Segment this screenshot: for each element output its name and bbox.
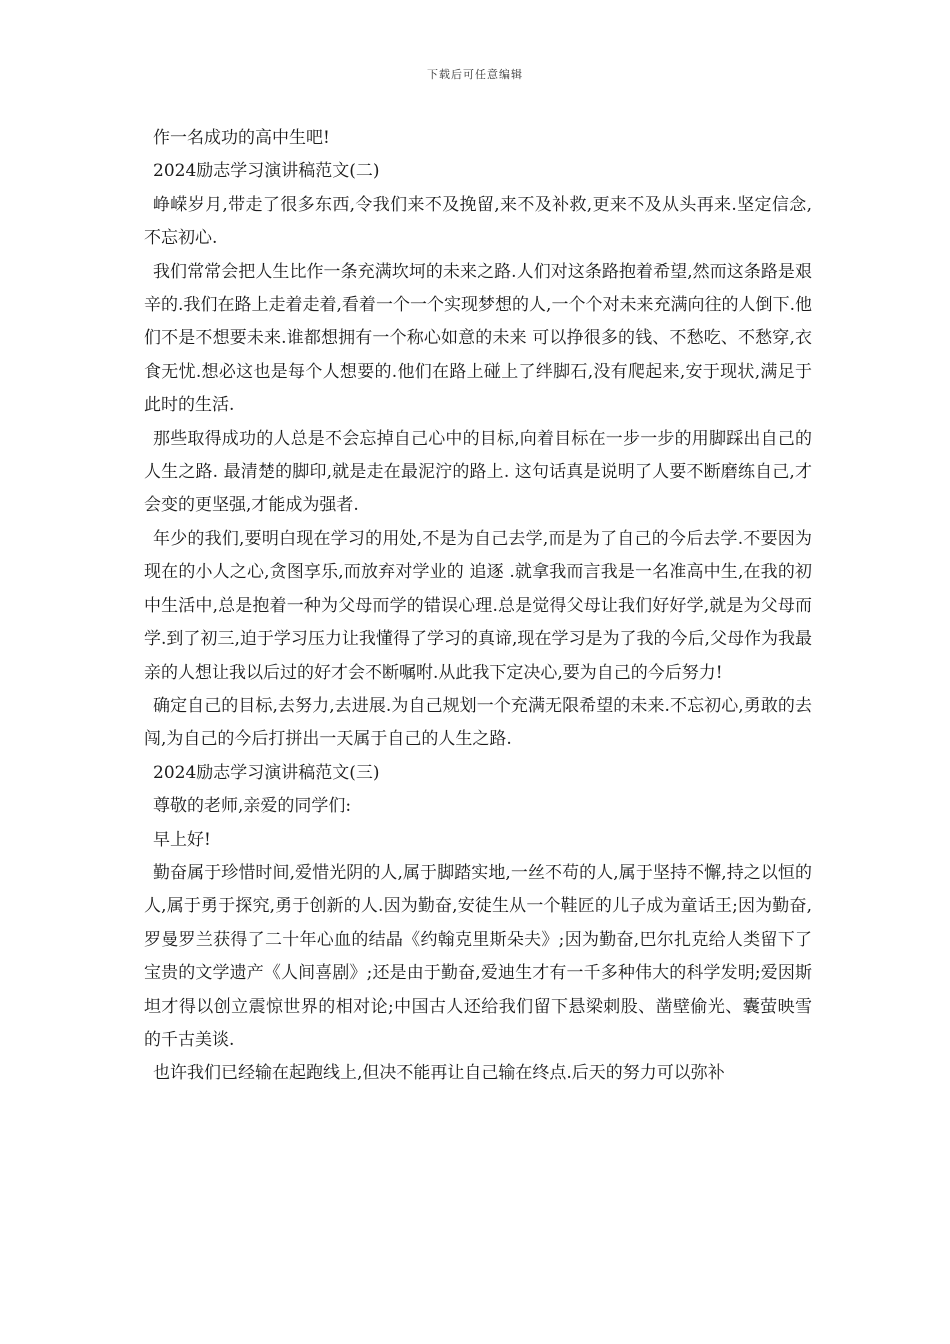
paragraph: 峥嵘岁月,带走了很多东西,令我们来不及挽留,来不及补救,更来不及从头再来.坚定信念,不忘初心. [144,194,812,249]
header-note: 下载后可任意编辑 [427,68,523,81]
paragraph: 我们常常会把人生比作一条充满坎坷的未来之路.人们对这条路抱着希望,然而这条路是艰辛的.我们在路上走着走着,看着一个一个实现梦想的人,一个个对未来充满向往的人倒下.他们不是不想要未来.谁都想拥有一个称心如意的未来 可以挣很多的钱、不愁吃、不愁穿,衣食无忧.想必这也是每个人想要的.他们在路上碰上了绊脚石,没有爬起来,安于现状,满足于此时的生活. [144,261,812,416]
greeting: 尊敬的老师,亲爱的同学们: [153,796,352,817]
paragraph: 那些取得成功的人总是不会忘掉自己心中的目标,向着目标在一步一步的用脚踩出自己的人生之路. 最清楚的脚印,就是走在最泥泞的路上. 这句话真是说明了人要不断磨练自己,才会变的更坚强,才能成为强者. [144,428,812,516]
paragraph: 年少的我们,要明白现在学习的用处,不是为自己去学,而是为了自己的今后去学.不要因为现在的小人之心,贪图享乐,而放弃对学业的 追逐 .就拿我而言我是一名准高中生,在我的初中生活中,总是抱着一种为父母而学的错误心理.总是觉得父母让我们好好学,就是为父母而学.到了初三,迫于学习压力让我懂得了学习的真谛,现在学习是为了我的今后,父母作为我最亲的人想让我以后过的好才会不断嘱咐.从此我下定决心,要为自己的今后努力! [144,528,812,683]
section-heading: 2024励志学习演讲稿范文(三) [153,762,380,783]
paragraph: 确定自己的目标,去努力,去进展.为自己规划一个充满无限希望的未来.不忘初心,勇敢的去闯,为自己的今后打拼出一天属于自己的人生之路. [144,695,812,750]
document-body [144,122,812,1091]
section-heading: 2024励志学习演讲稿范文(二) [153,161,380,182]
paragraph: 也许我们已经输在起跑线上,但决不能再让自己输在终点.后天的努力可以弥补 [153,1063,725,1084]
paragraph: 勤奋属于珍惜时间,爱惜光阴的人,属于脚踏实地,一丝不苟的人,属于坚持不懈,持之以恒的人,属于勇于探究,勇于创新的人.因为勤奋,安徒生从一个鞋匠的儿子成为童话王;因为勤奋,罗曼罗兰获得了二十年心血的结晶《约翰克里斯朵夫》;因为勤奋,巴尔扎克给人类留下了宝贵的文学遗产《人间喜剧》;还是由于勤奋,爱迪生才有一千多种伟大的科学发明;爱因斯坦才得以创立震惊世界的相对论;中国古人还给我们留下悬梁刺股、凿壁偷光、囊萤映雪的千古美谈. [144,862,812,1050]
paragraph: 作一名成功的高中生吧! [153,128,330,148]
greeting: 早上好! [153,829,211,850]
